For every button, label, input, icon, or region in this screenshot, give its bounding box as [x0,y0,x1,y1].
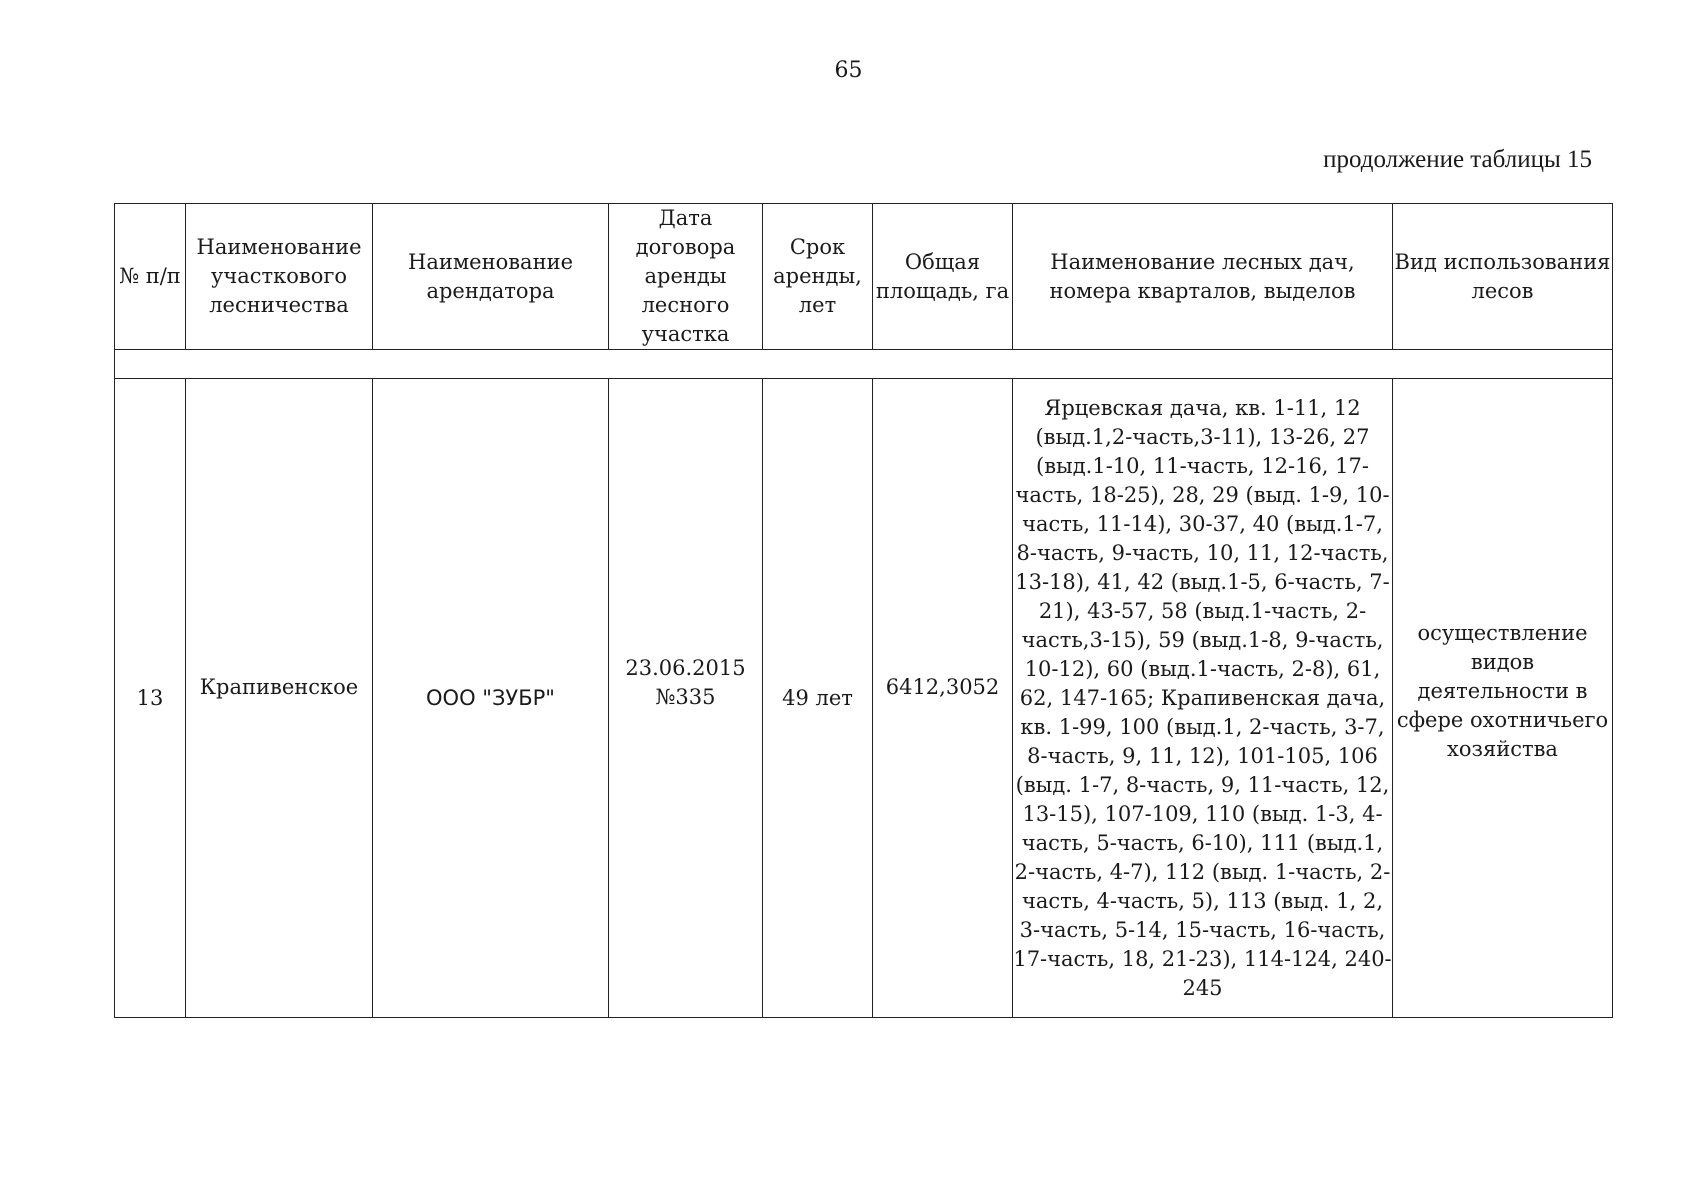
contract-number: №335 [655,685,716,709]
cell-tenant [373,379,609,1018]
table-header-row [115,204,1613,350]
header-forest-areas: Наименование лесных дач, номера кварталов, выделов [1013,204,1393,350]
cell-district [186,379,373,1018]
header-district: Наименование участкового лесничества [186,204,373,350]
cell-term: 49 лет [763,379,873,1018]
header-term: Срок аренды, лет [763,204,873,350]
usage-text: осуществление видов деятельности в сфере охотничьего хозяйства [1396,620,1609,761]
page-number: 65 [834,58,863,83]
district-name: Крапивенское [199,674,359,699]
contract-date: 23.06.2015 [625,656,746,680]
cell-area [873,379,1013,1018]
spacer-cell [115,350,1613,379]
lease-table [114,203,1613,1018]
area-value: 6412,3052 [885,674,1000,699]
cell-contract [609,379,763,1018]
header-usage: Вид использования лесов [1393,204,1613,350]
table-row [115,379,1613,1018]
tenant-name: ООО "ЗУБР" [426,685,555,710]
table-continuation-caption: продолжение таблицы 15 [1323,146,1592,173]
header-tenant: Наименование арендатора [373,204,609,350]
table-spacer-row [115,350,1613,379]
cell-num: 13 [115,379,186,1018]
header-area: Общая площадь, га [873,204,1013,350]
cell-forest-areas: Ярцевская дача, кв. 1-11, 12 (выд.1,2-часть,3-11), 13-26, 27 (выд.1-10, 11-часть, 12-16, 17-часть, 18-25), 28, 29 (выд. 1-9, 10-часть, 11-14), 30-37, 40 (выд.1-7, 8-часть, 9-часть, 10, 11, 12-часть, 13-18), 41, 42 (выд.1-5, 6-часть, 7-21), 43-57, 58 (выд.1-часть, 2-часть,3-15), 59 (выд.1-8, 9-часть, 10-12), 60 (выд.1-часть, 2-8), 61, 62, 147-165; Крапивенская дача, кв. 1-99, 100 (выд.1, 2-часть, 3-7, 8-часть, 9, 11, 12), 101-105, 106 (выд. 1-7, 8-часть, 9, 11-часть, 12, 13-15), 107-109, 110 (выд. 1-3, 4-часть, 5-часть, 6-10), 111 (выд.1, 2-часть, 4-7), 112 (выд. 1-часть, 2-часть, 4-часть, 5), 113 (выд. 1, 2, 3-часть, 5-14, 15-часть, 16-часть, 17-часть, 18, 21-23), 114-124, 240-245 [1013,379,1393,1018]
cell-usage [1393,379,1613,1018]
header-contract-date: Дата договора аренды лесного участка [609,204,763,350]
header-num: № п/п [115,204,186,350]
